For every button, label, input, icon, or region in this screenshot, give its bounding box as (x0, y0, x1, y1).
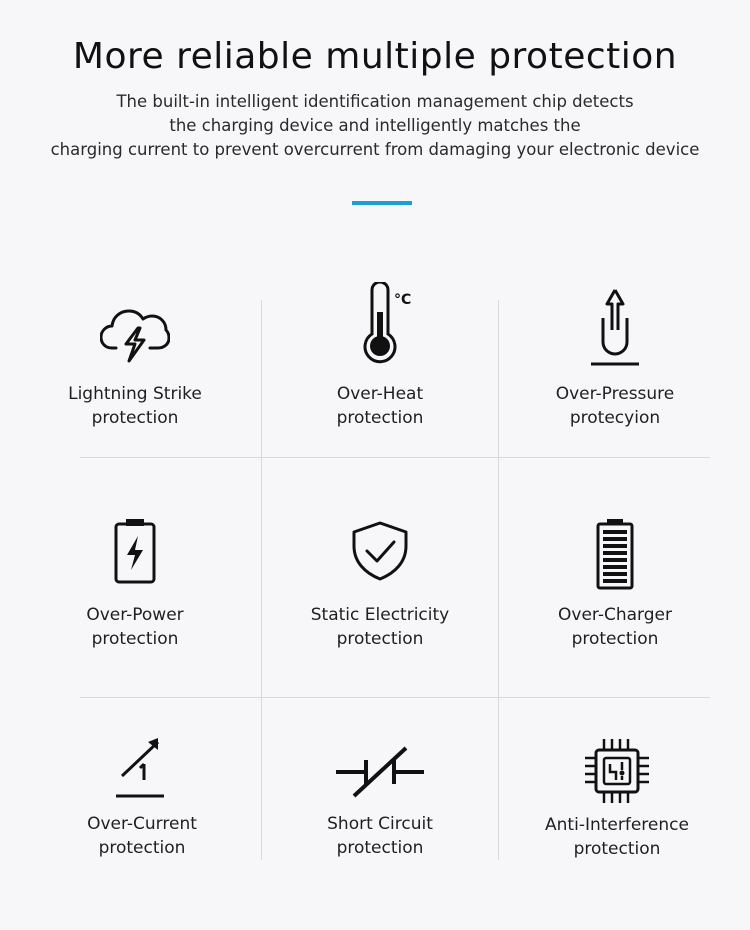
feature-over-current (27, 710, 257, 930)
feature-label (265, 382, 495, 430)
feature-label (502, 813, 732, 861)
feature-title: Short Circuit (327, 814, 433, 834)
short-circuit-icon (334, 744, 426, 804)
feature-title: Static Electricity (310, 605, 450, 625)
feature-label (265, 812, 495, 860)
shield-check-icon (350, 520, 410, 586)
feature-subtitle: protection (91, 629, 179, 649)
feature-label (500, 603, 730, 651)
lightning-cloud-icon (100, 304, 170, 370)
overcurrent-arrow-icon (114, 734, 170, 804)
feature-lightning-strike (20, 270, 250, 490)
page-title: More reliable multiple protection (72, 36, 678, 77)
feature-label (27, 812, 257, 860)
feature-short-circuit (265, 710, 495, 930)
feature-label (20, 603, 250, 651)
feature-title: Lightning Strike (68, 384, 202, 404)
feature-subtitle: protection (336, 629, 424, 649)
full-battery-icon (595, 518, 635, 594)
feature-label (265, 603, 495, 651)
feature-over-power (20, 490, 250, 710)
grid-divider (261, 300, 262, 860)
battery-bolt-icon (112, 518, 158, 590)
feature-over-charger (500, 490, 730, 710)
feature-title: Over-Charger (558, 605, 672, 625)
chip-icon (582, 736, 652, 810)
feature-subtitle: protection (571, 629, 659, 649)
celsius-text: °C (394, 292, 412, 308)
thermometer-icon (360, 282, 420, 368)
page-description (20, 90, 730, 162)
description-line: The built-in intelligent identification management chip detects (116, 92, 634, 111)
feature-subtitle: protection (336, 838, 424, 858)
description-line: the charging device and intelligently matches the (169, 116, 581, 135)
description-line: charging current to prevent overcurrent from damaging your electronic device (50, 140, 700, 159)
feature-subtitle: protection (336, 408, 424, 428)
feature-subtitle: protection (98, 838, 186, 858)
feature-over-pressure (500, 270, 730, 490)
feature-title: Over-Current (87, 814, 197, 834)
feature-subtitle: protecyion (569, 408, 661, 428)
feature-label (500, 382, 730, 430)
feature-label (20, 382, 250, 430)
feature-subtitle: protection (91, 408, 179, 428)
feature-over-heat (265, 270, 495, 490)
feature-subtitle: protection (573, 839, 661, 859)
feature-title: Over-Power (86, 605, 184, 625)
feature-title: Over-Heat (336, 384, 424, 404)
feature-anti-interference (502, 710, 732, 930)
grid-divider (498, 300, 499, 860)
feature-title: Anti-Interference (545, 815, 689, 835)
feature-static-electricity (265, 490, 495, 710)
accent-divider (352, 201, 412, 205)
pressure-arrow-icon (587, 286, 643, 372)
feature-title: Over-Pressure (555, 384, 675, 404)
